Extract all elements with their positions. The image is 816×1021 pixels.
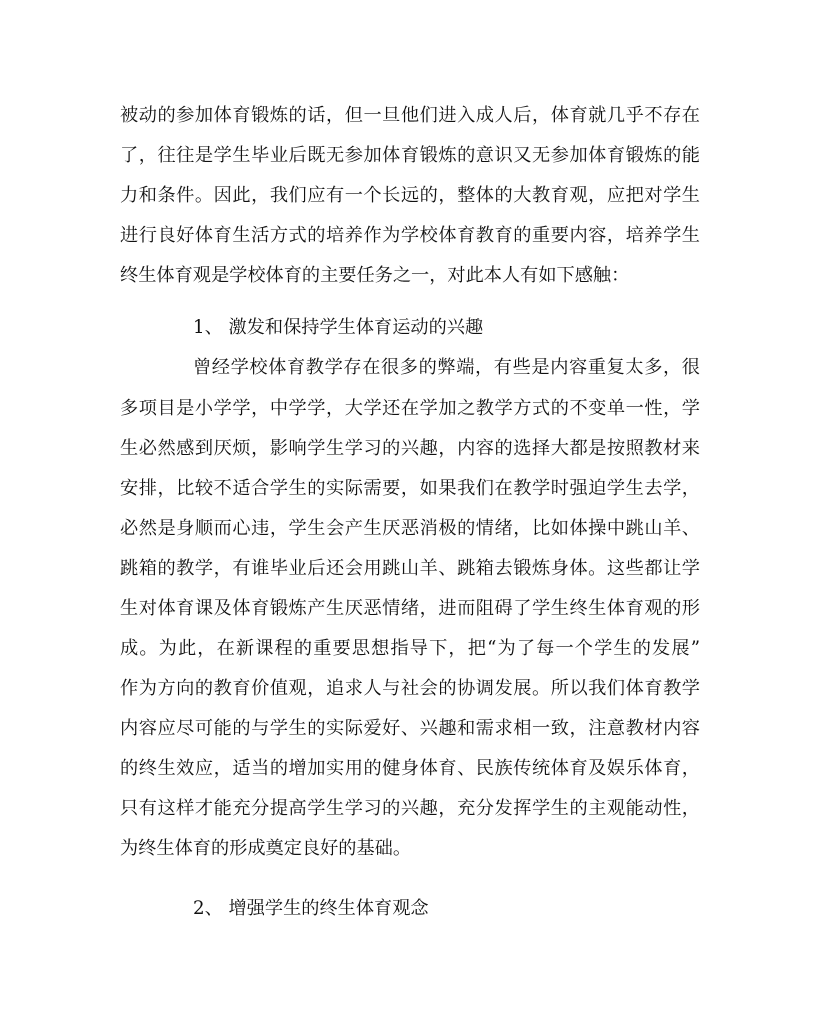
paragraph-line: 力和条件。因此，我们应有一个长远的，整体的大教育观，应把对学生 bbox=[120, 185, 700, 206]
paragraph-line: 被动的参加体育锻炼的话，但一旦他们进入成人后，体育就几乎不存在 bbox=[120, 105, 700, 126]
paragraph-first-line: 曾经学校体育教学存在很多的弊端，有些是内容重复太多，很 bbox=[193, 357, 700, 378]
paragraph-line: 安排，比较不适合学生的实际需要，如果我们在教学时强迫学生去学， bbox=[120, 478, 700, 499]
paragraph-line: 进行良好体育生活方式的培养作为学校体育教育的重要内容，培养学生 bbox=[120, 225, 700, 246]
paragraph-line: 生对体育课及体育锻炼产生厌恶情绪，进而阻碍了学生终生体育观的形 bbox=[120, 598, 700, 619]
paragraph-line: 跳箱的教学，有谁毕业后还会用跳山羊、跳箱去锻炼身体。这些都让学 bbox=[120, 558, 700, 579]
paragraph-line: 多项目是小学学，中学学，大学还在学加之教学方式的不变单一性，学 bbox=[120, 398, 700, 419]
paragraph-line: 成。为此，在新课程的重要思想指导下，把“为了每一个学生的发展” bbox=[120, 638, 700, 659]
paragraph-line: 内容应尽可能的与学生的实际爱好、兴趣和需求相一致，注意教材内容 bbox=[120, 718, 700, 739]
paragraph-line: 作为方向的教育价值观，追求人与社会的协调发展。所以我们体育教学 bbox=[120, 678, 700, 699]
paragraph-line: 只有这样才能充分提高学生学习的兴趣，充分发挥学生的主观能动性， bbox=[120, 798, 700, 819]
section-heading-2: 2、 增强学生的终生体育观念 bbox=[193, 898, 429, 919]
paragraph-line: 必然是身顺而心违，学生会产生厌恶消极的情绪，比如体操中跳山羊、 bbox=[120, 518, 700, 539]
paragraph-line: 终生体育观是学校体育的主要任务之一，对此本人有如下感触： bbox=[120, 265, 630, 286]
paragraph-line: 生必然感到厌烦，影响学生学习的兴趣，内容的选择大都是按照教材来 bbox=[120, 438, 700, 459]
paragraph-line: 为终生体育的形成奠定良好的基础。 bbox=[120, 838, 412, 859]
paragraph-line: 了，往往是学生毕业后既无参加体育锻炼的意识又无参加体育锻炼的能 bbox=[120, 145, 700, 166]
section-heading-1: 1、 激发和保持学生体育运动的兴趣 bbox=[193, 317, 484, 338]
paragraph-line: 的终生效应，适当的增加实用的健身体育、民族传统体育及娱乐体育， bbox=[120, 758, 700, 779]
